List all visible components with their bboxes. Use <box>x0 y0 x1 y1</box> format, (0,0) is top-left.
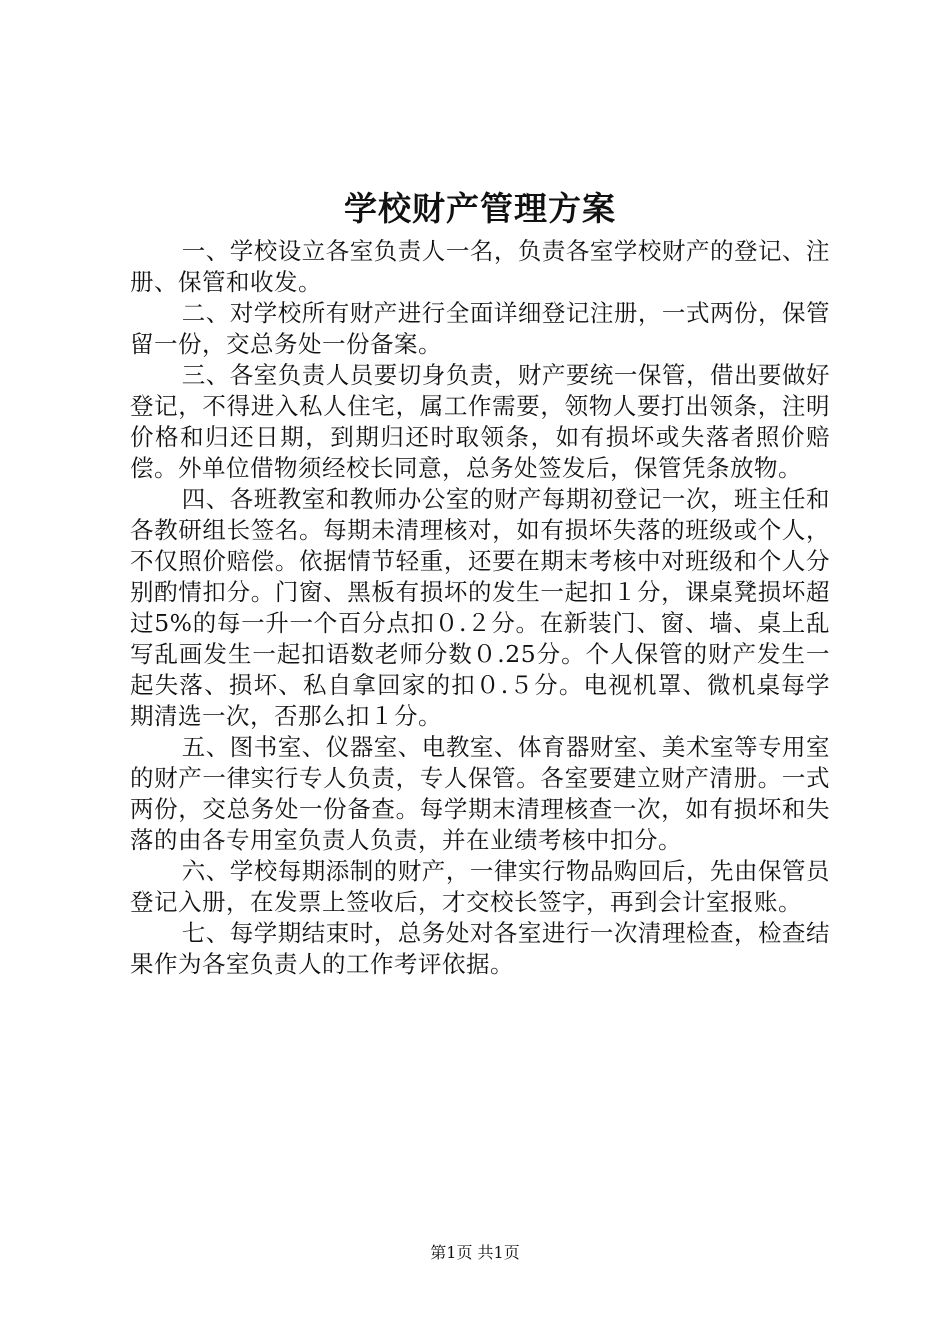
document-title: 学校财产管理方案 <box>344 189 616 228</box>
paragraph-6: 六、学校每期添制的财产，一律实行物品购回后，先由保管员登记入册，在发票上签收后，才交校长签字，再到会计室报账。 <box>130 857 830 916</box>
paragraph-1: 一、学校设立各室负责人一名，负责各室学校财产的登记、注册、保管和收发。 <box>130 237 830 296</box>
paragraph-7: 七、每学期结束时，总务处对各室进行一次清理检查，检查结果作为各室负责人的工作考评依据。 <box>130 919 830 978</box>
paragraph-4: 四、各班教室和教师办公室的财产每期初登记一次，班主任和各教研组长签名。每期未清理核对，如有损坏失落的班级或个人，不仅照价赔偿。依据情节轻重，还要在期末考核中对班级和个人分别酌情扣分。门窗、黑板有损坏的发生一起扣１分，课桌凳损坏超过5%的每一升一个百分点扣０.２分。在新装门、窗、墙、桌上乱写乱画发生一起扣语数老师分数０.25分。个人保管的财产发生一起失落、损坏、私自拿回家的扣０.５分。电视机罩、微机桌每学期清选一次，否那么扣１分。 <box>130 485 830 730</box>
paragraph-2: 二、对学校所有财产进行全面详细登记注册，一式两份，保管留一份，交总务处一份备案。 <box>130 299 830 358</box>
paragraph-3: 三、各室负责人员要切身负责，财产要统一保管，借出要做好登记，不得进入私人住宅，属工作需要，领物人要打出领条，注明价格和归还日期，到期归还时取领条，如有损坏或失落者照价赔偿。外单位借物须经校长同意，总务处签发后，保管凭条放物。 <box>130 361 830 482</box>
document-body <box>130 236 830 980</box>
page-footer: 第1页 共1页 <box>430 1243 520 1262</box>
paragraph-5: 五、图书室、仪器室、电教室、体育器财室、美术室等专用室的财产一律实行专人负责，专人保管。各室要建立财产清册。一式两份，交总务处一份备查。每学期末清理核查一次，如有损坏和失落的由各专用室负责人负责，并在业绩考核中扣分。 <box>130 733 830 854</box>
